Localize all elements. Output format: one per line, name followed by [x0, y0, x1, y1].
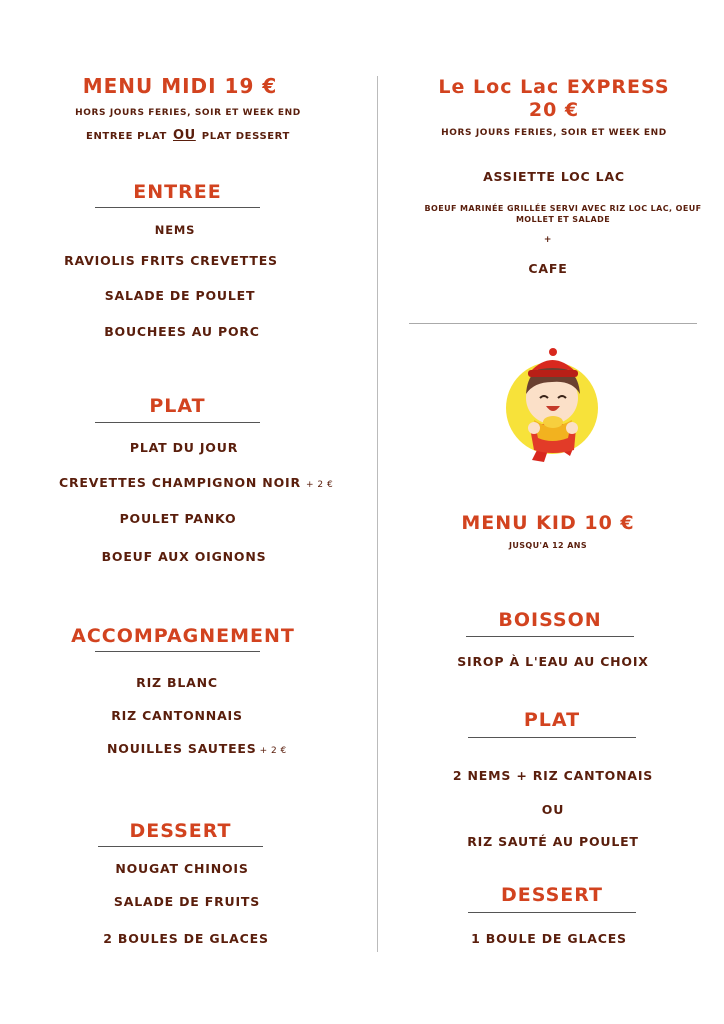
menu-kid-subtitle: JUSQU'A 12 ANS [508, 541, 588, 550]
plat-item: POULET PANKO [119, 511, 237, 526]
entree-item: BOUCHEES AU PORC [104, 324, 260, 339]
express-separator [409, 323, 697, 324]
express-plus: + [543, 235, 553, 245]
accompagnement-item-label: NOUILLES SAUTEES [107, 741, 257, 756]
kid-dessert-underline [468, 912, 636, 913]
kid-boisson-item: SIROP À L'EAU AU CHOIX [457, 654, 649, 669]
dessert-item: SALADE DE FRUITS [113, 894, 261, 909]
express-extra: CAFE [528, 261, 568, 276]
plat-item [59, 475, 333, 490]
accompagnement-underline [95, 651, 260, 652]
kid-plat-underline [468, 737, 636, 738]
kid-plat-or: OU [541, 802, 565, 817]
supplement: + 2 € [259, 746, 287, 756]
accompagnement-heading: ACCOMPAGNEMENT [71, 625, 295, 647]
formula-b: PLAT DESSERT [201, 131, 290, 142]
menu-kid-title: MENU KID 10 € [461, 512, 635, 534]
express-description: BOEUF MARINÉE GRILLÉE SERVI AVEC RIZ LOC LAC, OEUF MOLLET ET SALADE [424, 204, 702, 224]
supplement: + 2 € [306, 480, 334, 490]
formula-or: OU [172, 128, 196, 143]
kid-plat-item: RIZ SAUTÉ AU POULET [467, 834, 639, 849]
express-price: 20 € [528, 99, 580, 121]
entree-item: SALADE DE POULET [104, 288, 256, 303]
accompagnement-item: RIZ CANTONNAIS [111, 708, 243, 723]
formula-a: ENTREE PLAT [86, 131, 167, 142]
menu-midi-formula [40, 128, 336, 143]
kid-dessert-heading: DESSERT [501, 884, 603, 906]
accompagnement-item: RIZ BLANC [136, 675, 218, 690]
plat-underline [95, 422, 260, 423]
express-item: ASSIETTE LOC LAC [483, 169, 625, 184]
dessert-underline [98, 846, 263, 847]
entree-item: RAVIOLIS FRITS CREVETTES [64, 253, 278, 268]
menu-midi-title: MENU MIDI 19 € [82, 74, 278, 98]
dessert-item: NOUGAT CHINOIS [115, 861, 249, 876]
express-title: Le Loc Lac EXPRESS [438, 76, 670, 98]
menu-midi-subtitle: HORS JOURS FERIES, SOIR ET WEEK END [75, 108, 301, 118]
entree-underline [95, 207, 260, 208]
mascot-illustration [500, 340, 612, 470]
plat-item: PLAT DU JOUR [129, 440, 239, 455]
accompagnement-item [107, 741, 287, 756]
kid-boisson-underline [466, 636, 634, 637]
plat-item-label: CREVETTES CHAMPIGNON NOIR [59, 475, 301, 490]
plat-item: BOEUF AUX OIGNONS [101, 549, 267, 564]
column-divider [377, 76, 378, 952]
dessert-item: 2 BOULES DE GLACES [103, 931, 269, 946]
kid-dessert-item: 1 BOULE DE GLACES [471, 931, 627, 946]
plat-heading: PLAT [149, 395, 206, 417]
kid-boisson-heading: BOISSON [498, 609, 602, 631]
kid-plat-heading: PLAT [523, 709, 581, 731]
dessert-heading: DESSERT [129, 820, 232, 842]
entree-item: NEMS [154, 223, 196, 237]
kid-plat-item: 2 NEMS + RIZ CANTONAIS [452, 768, 654, 783]
express-subtitle: HORS JOURS FERIES, SOIR ET WEEK END [441, 128, 667, 138]
entree-heading: ENTREE [133, 181, 222, 203]
